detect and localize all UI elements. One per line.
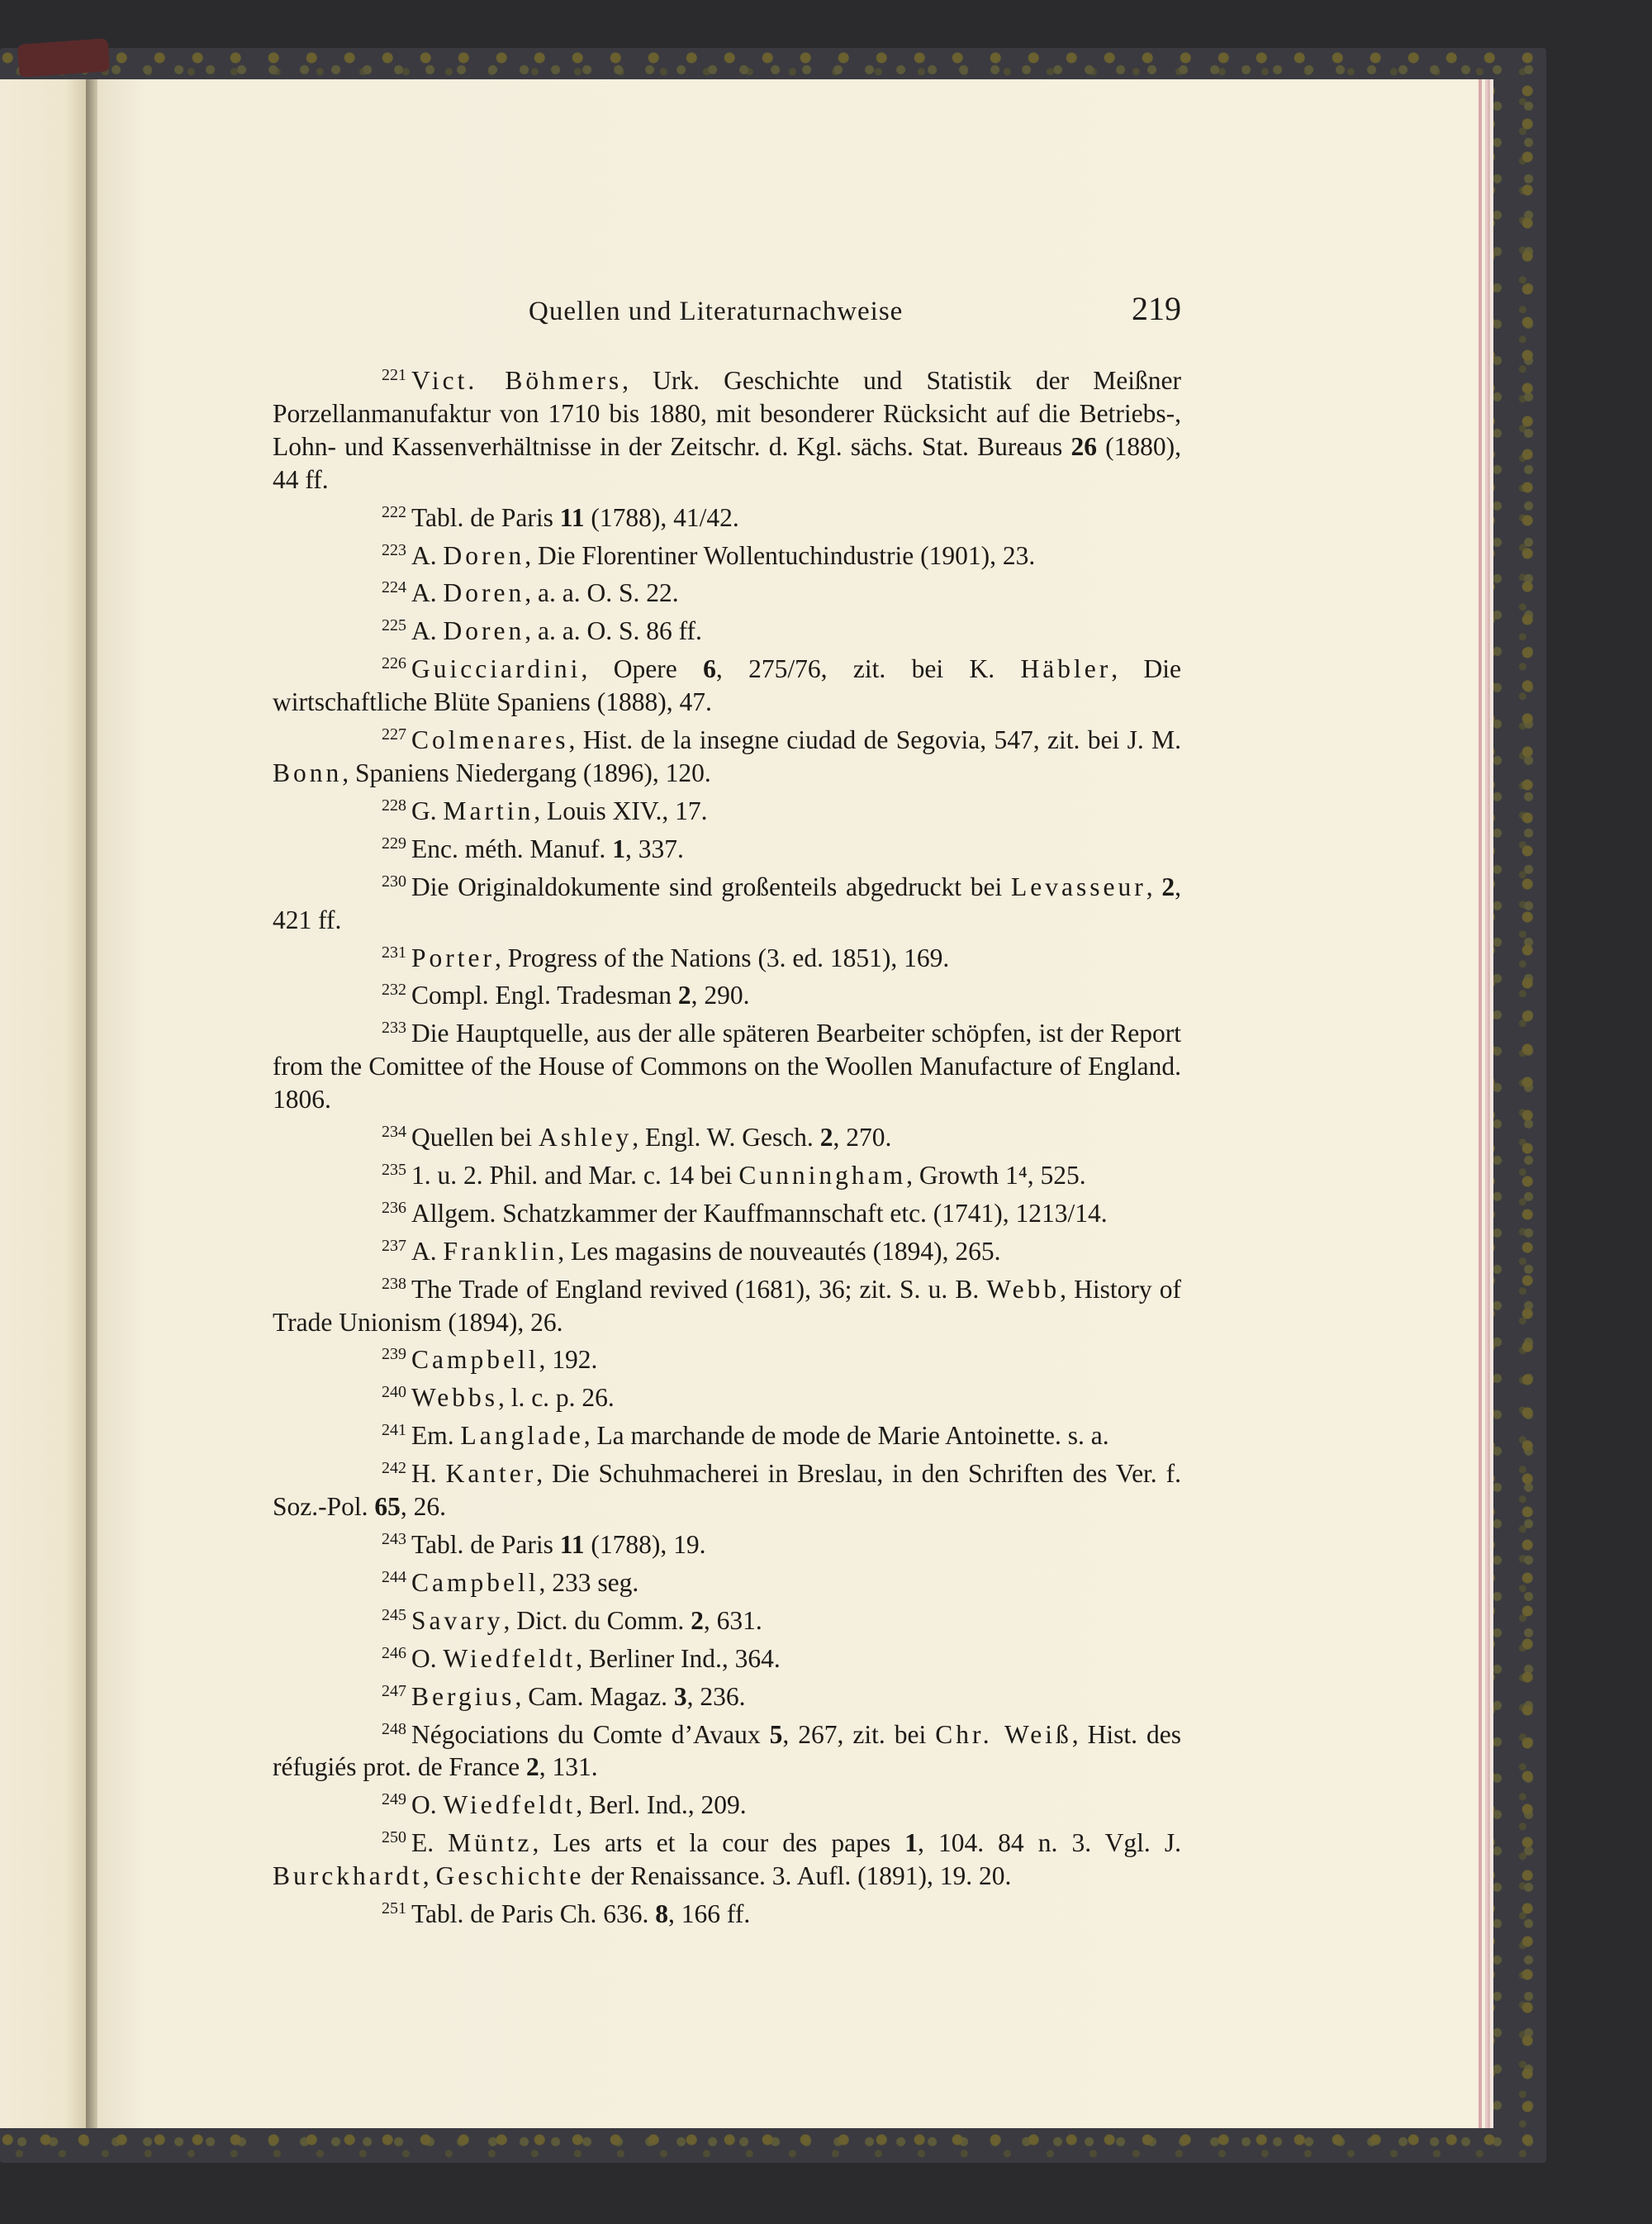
volume-number: 2 [526, 1752, 539, 1782]
footnote [273, 497, 1181, 535]
footnote-number: 238 [382, 1274, 406, 1293]
volume-number: 8 [655, 1899, 669, 1929]
footnote-number: 249 [382, 1790, 406, 1809]
footnote-text: Tabl. de Paris [411, 1530, 560, 1559]
volume-number: 26 [1070, 431, 1097, 461]
author-name: Doren [443, 540, 525, 570]
footnote [273, 1230, 1181, 1268]
footnote-text: , La marchande de mode de Marie Antoinette. s. a. [583, 1421, 1109, 1451]
footnote [273, 1376, 1181, 1414]
footnote [273, 610, 1181, 648]
footnote-text: , Hist. des réfugiés prot. de France [273, 1719, 1182, 1782]
footnote [273, 648, 1181, 719]
footnote-text: Die Hauptquelle, aus der alle späteren Bearbeiter schöpfen, ist der Report from the Comittee of the House of Commons on the Woollen Manufacture of England. 1806. [273, 1019, 1181, 1114]
footnote [273, 1154, 1181, 1192]
footnote [273, 1338, 1181, 1376]
footnote-text: A. [411, 540, 444, 570]
footnote-number: 245 [382, 1605, 406, 1624]
footnote-number: 228 [382, 796, 406, 815]
volume-number: 1 [612, 834, 625, 863]
author-name: Vict. Böhmers [411, 366, 623, 395]
author-name: Geschichte [435, 1861, 585, 1891]
footnote [273, 572, 1181, 610]
footnote-number: 223 [382, 540, 406, 559]
footnote [273, 359, 1181, 497]
footnote-text: Compl. Engl. Tradesman [411, 981, 678, 1010]
footnote-number: 243 [382, 1530, 406, 1548]
page-edge-line [1479, 79, 1482, 2128]
footnote-text: , 337. [624, 834, 684, 863]
footnote-text: 1. u. 2. Phil. and Mar. c. 14 bei [411, 1160, 739, 1190]
footnote-text: , l. c. p. 26. [497, 1383, 615, 1413]
author-name: Wiedfeldt [443, 1643, 577, 1673]
footnote-text: , Urk. Geschichte und Statistik der Meißner Porzellanmanufaktur von 1710 bis 1880, mit besonderer Rücksicht auf die Betriebs-, Lohn- und Kassenverhältnisse in der Zeitschr. d. Kgl. sächs. Stat. Bureaus [273, 366, 1181, 461]
footnote-text: Quellen bei [411, 1123, 539, 1152]
footnote-text: , 267, zit. bei [782, 1719, 936, 1749]
footnote [273, 1012, 1181, 1116]
footnote [273, 1452, 1181, 1523]
footnote-number: 222 [382, 502, 406, 521]
footnote-number: 241 [382, 1421, 406, 1440]
footnote-text: A. [411, 1236, 444, 1266]
volume-number: 2 [1161, 872, 1175, 901]
footnote-number: 239 [382, 1345, 406, 1364]
footnote-text: , Les magasins de nouveautés (1894), 265. [558, 1236, 1001, 1266]
volume-number: 3 [673, 1681, 687, 1711]
footnote-text: (1788), 19. [584, 1530, 706, 1559]
footnote-text: , 131. [539, 1752, 598, 1782]
volume-number: 11 [559, 1530, 585, 1559]
volume-number: 1 [904, 1828, 918, 1858]
footnote-text: , Die Florentiner Wollentuchindustrie (1901), 23. [525, 540, 1036, 570]
footnote-text: , 192. [539, 1345, 598, 1375]
author-name: Savary [411, 1605, 504, 1635]
footnote-text: der Renaissance. 3. Aufl. (1891), 19. 20. [584, 1861, 1012, 1891]
footnote [273, 937, 1181, 975]
footnote-list [273, 359, 1181, 1931]
footnote [273, 1192, 1181, 1230]
footnote-text: , [422, 1861, 436, 1891]
footnote [273, 1268, 1181, 1339]
author-name: Langlade [460, 1421, 584, 1451]
footnote [273, 1523, 1181, 1561]
footnote [273, 719, 1181, 790]
footnote-number: 233 [382, 1019, 406, 1038]
footnote-text: Allgem. Schatzkammer der Kauffmannschaft etc. (1741), 1213/14. [411, 1198, 1108, 1228]
footnote [273, 535, 1181, 573]
footnote-text: , 236. [686, 1681, 746, 1711]
footnote [273, 1637, 1181, 1675]
footnote-text: , Growth 1⁴, 525. [906, 1160, 1086, 1190]
volume-number: 2 [691, 1605, 704, 1635]
footnote-text: , 290. [691, 981, 750, 1010]
volume-number: 6 [703, 654, 716, 684]
footnote [273, 1599, 1181, 1637]
footnote-text: Négociations du Comte d’Avaux [411, 1719, 770, 1749]
footnote-number: 224 [382, 578, 406, 597]
footnote-text: , Dict. du Comm. [503, 1605, 691, 1635]
footnote-text: Enc. méth. Manuf. [411, 834, 613, 863]
footnote-text: The Trade of England revived (1681), 36; zit. S. u. B. [411, 1274, 987, 1304]
footnote-text: , Berl. Ind., 209. [576, 1790, 747, 1820]
footnote-text: , Progress of the Nations (3. ed. 1851), 169. [494, 943, 950, 972]
footnote [273, 1561, 1181, 1599]
volume-number: 2 [819, 1123, 833, 1152]
footnote-text: A. [411, 616, 444, 646]
footnote-text: , 631. [703, 1605, 762, 1635]
author-name: Bergius [411, 1681, 515, 1711]
footnote-number: 229 [382, 834, 406, 853]
author-name: Webbs [411, 1383, 498, 1413]
footnote-number: 246 [382, 1643, 406, 1662]
volume-number: 65 [374, 1492, 401, 1522]
footnote [273, 1784, 1181, 1822]
running-head [273, 289, 1181, 328]
footnote [273, 1414, 1181, 1452]
footnote-number: 230 [382, 872, 406, 891]
footnote [273, 1713, 1181, 1784]
footnote-number: 248 [382, 1719, 406, 1738]
volume-number: 5 [769, 1719, 783, 1749]
author-name: Colmenares [411, 725, 569, 755]
footnote-text: , History of Trade Unionism (1894), 26. [273, 1274, 1181, 1337]
volume-number: 2 [677, 981, 691, 1010]
footnote-number: 242 [382, 1459, 406, 1478]
footnote-text: , Engl. W. Gesch. [632, 1123, 820, 1152]
author-name: Kanter [445, 1459, 537, 1489]
author-name: Campbell [411, 1567, 539, 1597]
footnote-text: G. [411, 796, 444, 825]
footnote-text: Tabl. de Paris Ch. 636. [411, 1899, 656, 1929]
author-name: Ashley [538, 1123, 633, 1152]
author-name: Chr. Weiß [935, 1719, 1072, 1749]
footnote-text: , 421 ff. [273, 872, 1181, 934]
footnote-number: 237 [382, 1236, 406, 1255]
footnote [273, 828, 1181, 866]
author-name: Cunningham [738, 1160, 907, 1190]
author-name: Guicciardini [411, 654, 582, 684]
footnote-number: 221 [382, 366, 406, 384]
footnote [273, 1822, 1181, 1893]
footnote-text: A. [411, 578, 444, 608]
footnote-text: O. [411, 1790, 444, 1820]
facing-page-edge [0, 79, 93, 2128]
footnote-text: , 166 ff. [668, 1899, 751, 1929]
footnote-text: , [1146, 872, 1162, 901]
author-name: Bonn [273, 758, 343, 787]
author-name: Burckhardt [273, 1861, 423, 1891]
author-name: Levasseur [1011, 872, 1146, 901]
footnote-text: , Cam. Magaz. [515, 1681, 674, 1711]
author-name: Martin [443, 796, 534, 825]
footnote-text: , Les arts et la cour des papes [532, 1828, 905, 1858]
footnote [273, 1675, 1181, 1713]
author-name: Webb [986, 1274, 1061, 1304]
footnote-text: , 233 seg. [539, 1567, 639, 1597]
footnote-text: , 104. 84 n. 3. Vgl. J. [917, 1828, 1181, 1858]
footnote-number: 247 [382, 1681, 406, 1700]
footnote-text: O. [411, 1643, 444, 1673]
footnote [273, 1893, 1181, 1931]
author-name: Campbell [411, 1345, 539, 1375]
footnote [273, 1116, 1181, 1154]
footnote-text: , Opere [581, 654, 704, 684]
footnote-text: Em. [411, 1421, 461, 1451]
footnote-number: 240 [382, 1383, 406, 1402]
author-name: Doren [443, 616, 525, 646]
volume-number: 11 [559, 502, 585, 532]
author-name: Müntz [448, 1828, 533, 1858]
footnote-number: 234 [382, 1123, 406, 1142]
footnote-text: , Die wirtschaftliche Blüte Spaniens (1888), 47. [273, 654, 1182, 717]
author-name: Häbler [1020, 654, 1112, 684]
footnote [273, 974, 1181, 1012]
footnote-text: Tabl. de Paris [411, 502, 560, 532]
author-name: Porter [411, 943, 495, 972]
footnote-number: 227 [382, 725, 406, 744]
footnote-number: 231 [382, 943, 406, 962]
footnote-text: Die Originaldokumente sind großenteils abgedruckt bei [411, 872, 1012, 901]
footnote-text: , 26. [400, 1492, 447, 1522]
footnote-text: H. [411, 1459, 446, 1489]
author-name: Franklin [443, 1236, 558, 1266]
footnote-number: 235 [382, 1160, 406, 1179]
footnote [273, 866, 1181, 937]
footnote-text: , 275/76, zit. bei K. [715, 654, 1021, 684]
running-head-title: Quellen und Literaturnachweise [529, 297, 904, 326]
footnote-text: , Louis XIV., 17. [534, 796, 708, 825]
author-name: Wiedfeldt [443, 1790, 577, 1820]
footnote [273, 790, 1181, 828]
footnote-text: , a. a. O. S. 22. [525, 578, 679, 608]
footnote-text: , 270. [833, 1123, 892, 1152]
footnote-text: , Die Schuhmacherei in Breslau, in den Schriften des Ver. f. Soz.-Pol. [273, 1459, 1181, 1522]
footnote-text: , a. a. O. S. 86 ff. [525, 616, 702, 646]
footnote-text: (1788), 41/42. [584, 502, 739, 532]
footnote-number: 226 [382, 654, 406, 673]
footnote-number: 244 [382, 1567, 406, 1586]
footnote-text: (1880), 44 ff. [273, 431, 1182, 494]
footnote-text: , Hist. de la insegne ciudad de Segovia, 547, zit. bei J. M. [568, 725, 1181, 755]
footnote-number: 232 [382, 981, 406, 1000]
footnote-number: 250 [382, 1828, 406, 1847]
footnote-text: E. [411, 1828, 449, 1858]
author-name: Doren [443, 578, 525, 608]
footnote-number: 236 [382, 1198, 406, 1217]
footnote-text: , Spaniens Niedergang (1896), 120. [342, 758, 711, 787]
page-number: 219 [1132, 290, 1181, 327]
footnote-text: , Berliner Ind., 364. [576, 1643, 781, 1673]
footnote-number: 251 [382, 1899, 406, 1918]
ribbon-bookmark [17, 38, 111, 78]
footnote-number: 225 [382, 616, 406, 635]
